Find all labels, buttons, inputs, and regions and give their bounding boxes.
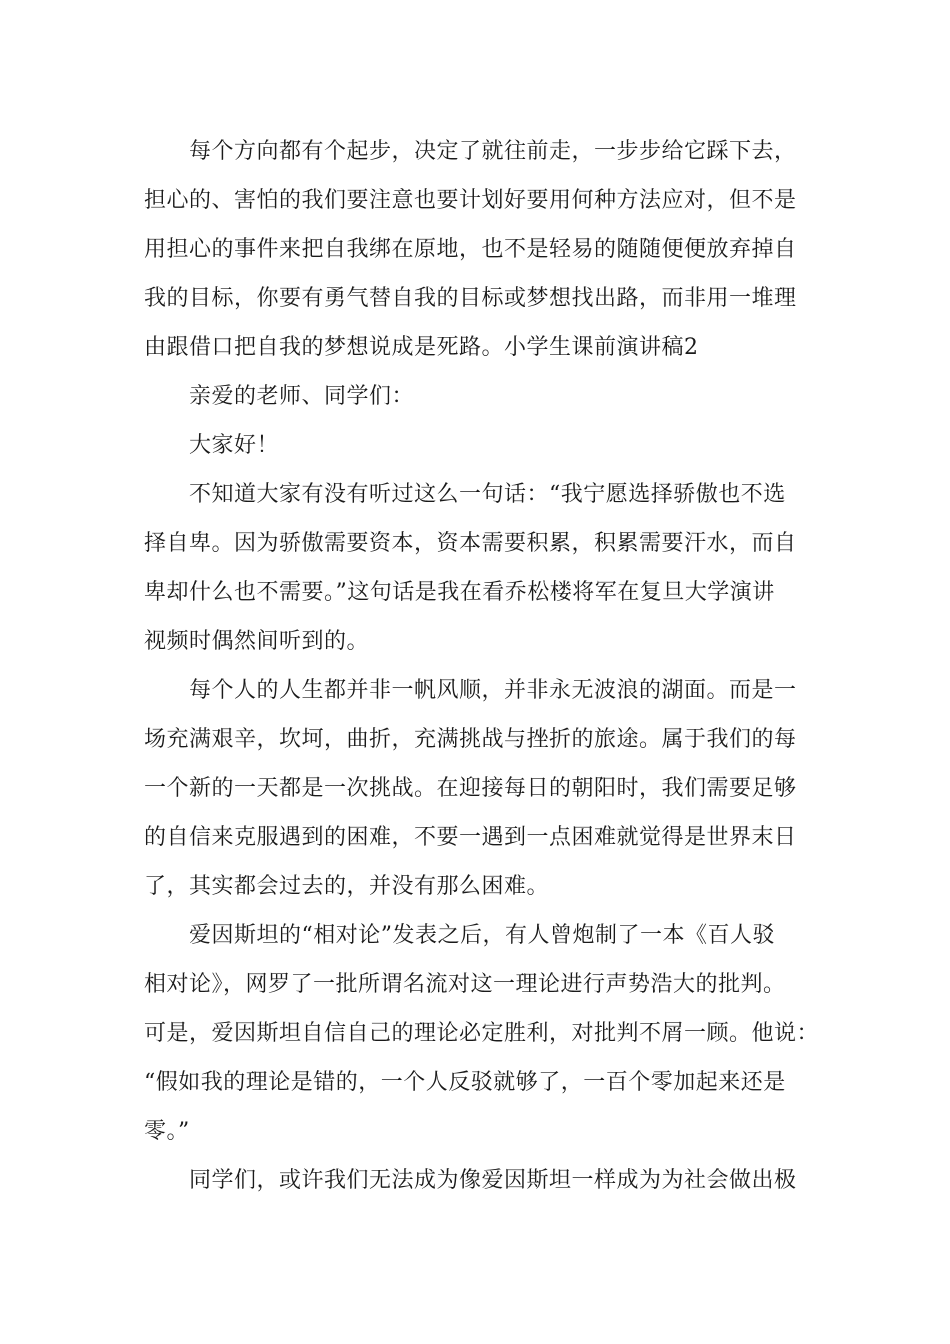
paragraph-line: 择自卑。因为骄傲需要资本，资本需要积累，积累需要汗水，而自	[144, 531, 797, 556]
paragraph-line: 一个新的一天都是一次挑战。在迎接每日的朝阳时，我们需要足够	[144, 776, 797, 801]
paragraph-line: 爱因斯坦的“相对论”发表之后，有人曾炮制了一本《百人驳	[189, 923, 775, 948]
paragraph-line: “假如我的理论是错的，一个人反驳就够了，一百个零加起来还是	[144, 1070, 786, 1095]
paragraph-line: 用担心的事件来把自我绑在原地，也不是轻易的随随便便放弃掉自	[144, 237, 797, 262]
paragraph-line: 同学们，或许我们无法成为像爱因斯坦一样成为为社会做出极	[189, 1168, 797, 1193]
salutation-line: 亲爱的老师、同学们：	[189, 384, 415, 409]
paragraph-line: 了，其实都会过去的，并没有那么困难。	[144, 874, 550, 899]
greeting-line: 大家好！	[189, 433, 280, 458]
paragraph-line: 不知道大家有没有听过这么一句话：“我宁愿选择骄傲也不选	[189, 482, 786, 507]
paragraph-line: 每个人的人生都并非一帆风顺，并非永无波浪的湖面。而是一	[189, 678, 797, 703]
paragraph-line: 每个方向都有个起步，决定了就往前走，一步步给它踩下去，	[189, 139, 797, 164]
paragraph-line: 视频时偶然间听到的。	[144, 629, 370, 654]
paragraph-line: 卑却什么也不需要。”这句话是我在看乔松楼将军在复旦大学演讲	[144, 580, 775, 605]
document-body	[144, 127, 820, 1205]
paragraph-line: 担心的、害怕的我们要注意也要计划好要用何种方法应对，但不是	[144, 188, 797, 213]
paragraph-line: 的自信来克服遇到的困难，不要一遇到一点困难就觉得是世界末日	[144, 825, 797, 850]
paragraph-line: 场充满艰辛，坎坷，曲折，充满挑战与挫折的旅途。属于我们的每	[144, 727, 797, 752]
paragraph-line: 我的目标，你要有勇气替自我的目标或梦想找出路，而非用一堆理	[144, 286, 797, 311]
paragraph-line: 可是，爱因斯坦自信自己的理论必定胜利，对批判不屑一顾。他说：	[144, 1021, 820, 1046]
paragraph-line: 零。”	[144, 1119, 190, 1144]
paragraph-line: 由跟借口把自我的梦想说成是死路。小学生课前演讲稿2	[144, 335, 699, 360]
paragraph-line: 相对论》，网罗了一批所谓名流对这一理论进行声势浩大的批判。	[144, 972, 786, 997]
